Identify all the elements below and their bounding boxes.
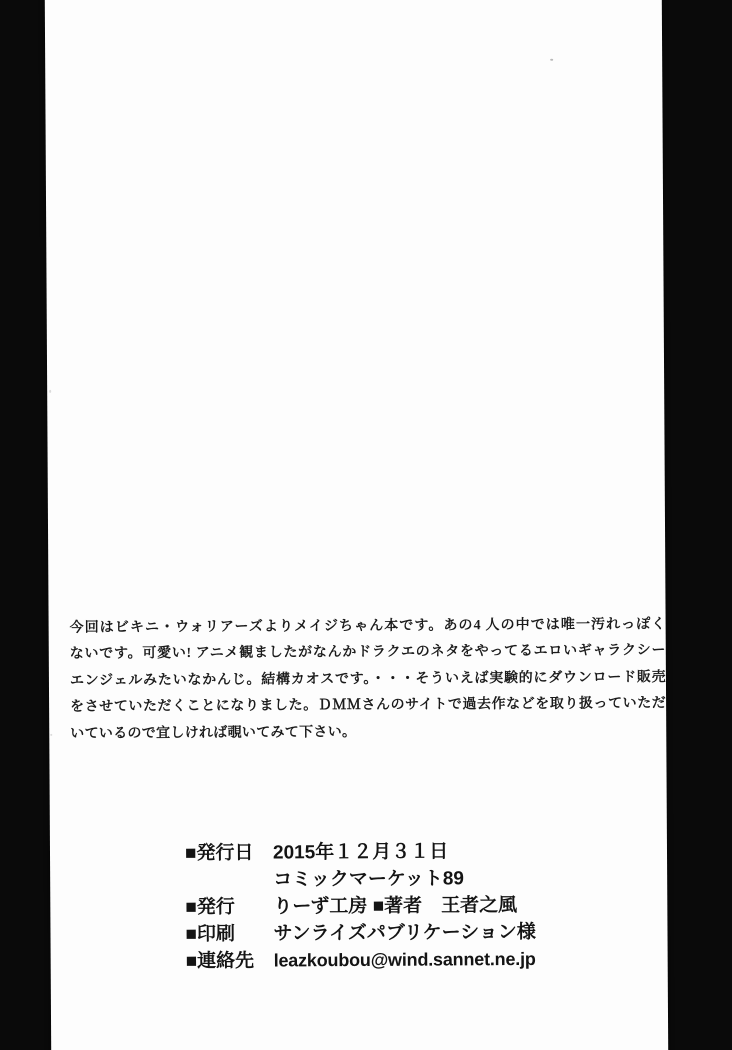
colophon-label: ■発行日 (184, 842, 254, 865)
colophon-row-event (185, 865, 536, 894)
scanned-page (45, 0, 669, 1050)
colophon-value: コミックマーケット89 (273, 868, 465, 891)
colophon-value: りーず工房 ■著者 王者之風 (273, 895, 518, 918)
colophon-row-publish-date (185, 838, 536, 867)
afterword-line: いているので宜しければ覗いてみて下さい。 (70, 724, 357, 742)
colophon-row-contact (186, 946, 537, 975)
colophon-label: ■発行 (185, 896, 235, 919)
colophon-row-publisher-author (185, 892, 536, 921)
colophon-row-printer (185, 919, 536, 948)
afterword-line: 今回はビキニ・ウォリアーズよりメイジちゃん本です。あの4 人の中では唯一汚れっぽく (69, 617, 666, 636)
colophon-label: ■印刷 (185, 923, 236, 946)
colophon-value: 2015年１２月３１日 (272, 841, 449, 864)
scan-speck (50, 734, 52, 736)
scan-speck (550, 59, 553, 61)
afterword-paragraph (70, 612, 667, 748)
scan-speck (49, 390, 51, 393)
colophon-value: サンライズパブリケーション様 (273, 921, 536, 945)
colophon (185, 838, 536, 975)
afterword-line: ないです。可愛い! アニメ観ましたがなんかドラクエのネタをやってるエロいギャラクシー (69, 643, 666, 663)
colophon-contact-email: leazkoubou@wind.sannet.ne.jp (273, 948, 536, 971)
colophon-label: ■連絡先 (185, 950, 255, 973)
afterword-line: エンジェルみたいなかんじ。結構カオスです。・・・そういえば実験的にダウンロード販売 (69, 669, 666, 689)
afterword-line: をさせていただくことになりました。ＤＭＭさんのサイトで過去作などを取り扱っていただ (70, 696, 667, 715)
colophon-label (185, 886, 273, 887)
